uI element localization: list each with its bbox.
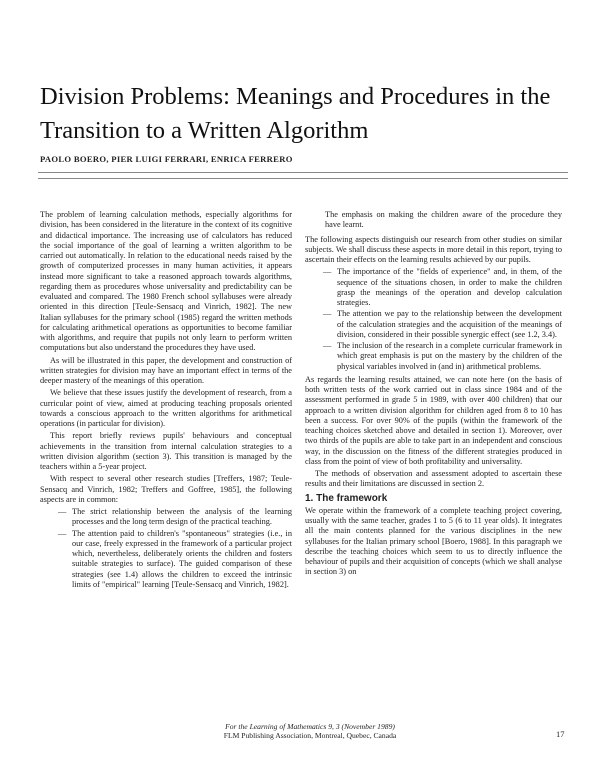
- divider: [38, 178, 568, 179]
- section-heading: 1. The framework: [305, 492, 388, 504]
- publisher-line: FLM Publishing Association, Montreal, Quebec, Canada: [223, 731, 397, 740]
- left-column: [40, 210, 292, 593]
- paragraph: The methods of observation and assessment adopted to ascertain these results and their limitations are discussed in section 2.: [305, 469, 562, 489]
- divider: [38, 172, 568, 173]
- common-aspects-list: [40, 507, 292, 590]
- article-authors: PAOLO BOERO, PIER LUIGI FERRARI, ENRICA FERRERO: [40, 154, 293, 164]
- paragraph: We operate within the framework of a complete teaching project covering, usually with the same teacher, grades 1 to 5 (6 to 11 year olds). It integrates all the main contents planned for the various disciplines in the new syllabuses for the Italian primary school [Boero, 1988]. In this paragraph we describe the teaching choices which seem to us to directly influence the behaviour of pupils and their acquisition of concepts (which we shall analyse in section 3) on: [305, 505, 562, 577]
- distinguishing-aspects-list: [305, 267, 562, 372]
- page-footer: [190, 722, 430, 740]
- list-item: — The strict relationship between the analysis of the learning processes and the long term design of the practical teaching.: [58, 507, 292, 527]
- paragraph: This report briefly reviews pupils' behaviours and conceptual achievements in the transition from internal calculation strategies to a written division algorithm (section 3). This transition is managed by the teachers within a 5-year project.: [40, 431, 292, 471]
- list-item: — The importance of the "fields of experience" and, in them, of the sequence of the situations chosen, in order to make the children grasp the meanings of the operation and develop calculation strategies.: [323, 267, 562, 307]
- paragraph: We believe that these issues justify the development of research, from a curricular point of view, aimed at producing teaching proposals oriented towards a conscious approach to the written algorithms for arithmetical operations (in particular for division).: [40, 388, 292, 428]
- paragraph: As will be illustrated in this paper, the development and construction of written strategies for division may have an important effect in terms of the deeper mastery of the meanings of this operation.: [40, 355, 292, 385]
- list-item: — The attention we pay to the relationship between the development of the calculation strategies and the acquisition of the meanings of division, considered in their possible synergic effect (see 1.2, 3.4).: [323, 309, 562, 339]
- article-title: Division Problems: Meanings and Procedures in the Transition to a Written Algorithm: [40, 83, 551, 144]
- list-continuation: The emphasis on making the children aware of the procedure they have learnt.: [325, 210, 562, 230]
- list-item: — The attention paid to children's "spontaneous" strategies (i.e., in our case, freely expressed in the framework of a particular project which, nevertheless, deliberately orients the children and fosters suitable strategies to surface). The guided comparison of these strategies (see 1.4) allows the children to exceed the intrinsic limits of "empirical" learning [Teule-Sensacq and Vinrich, 1982].: [58, 528, 292, 589]
- paragraph: As regards the learning results attained, we can note here (on the basis of both written tests of the work carried out in class since 1984 and of the assessment performed in grade 5 in 1989, with over 400 children) that our approach to a written division algorithm for children aged from 8 to 10 has been a success. For over 90% of the pupils (within the framework of the teaching choices sketched above and detailed in section 1). Moreover, over two thirds of the pupils are able to take part in an independent and conscious way, in the discussion on the fitness of the different strategies produced in class from the point of view of both profitability and universality.: [305, 374, 562, 466]
- list-item: — The inclusion of the research in a complete curricular framework in which great emphasis is put on the mastery by the children of the physical variables involved in (and in) arithmetical problems.: [323, 341, 562, 371]
- paragraph: The problem of learning calculation methods, especially algorithms for division, has been considered in the literature in the context of its cognitive and didactical importance. The increasing use of calculators has reduced the social importance of the goal of learning a written algorithm to be carried out automatically. In relation to the educational needs raised by the growth of computerized processes in many human activities, it appears instead more significant to take a reasoned approach towards algorithms, regarding them as procedures whose universality and predictability can be evaluated and compared. The 1980 French school syllabuses were already oriented in this direction [Teule-Sensacq and Vinrich, 1982]. The new Italian syllabuses for the primary school (1985) regard the written methods for calculating arithmetical operations as opportunities to become familiar with algorithms, and require that pupils not only learn to perform written computations but also understand the procedures they have used.: [40, 210, 292, 353]
- journal-citation: For the Learning of Mathematics 9, 3 (November 1989): [225, 722, 395, 731]
- right-column: [305, 210, 562, 580]
- paragraph: The following aspects distinguish our research from other studies on similar subjects. We shall discuss these aspects in more detail in this report, trying to ascertain their effects on the learning results achieved by our pupils.: [305, 234, 562, 264]
- page-number: 17: [556, 729, 565, 739]
- paragraph: With respect to several other research studies [Treffers, 1987; Teule-Sensacq and Vinrich, 1982; Treffers and Goffree, 1985], the following aspects are in common:: [40, 474, 292, 504]
